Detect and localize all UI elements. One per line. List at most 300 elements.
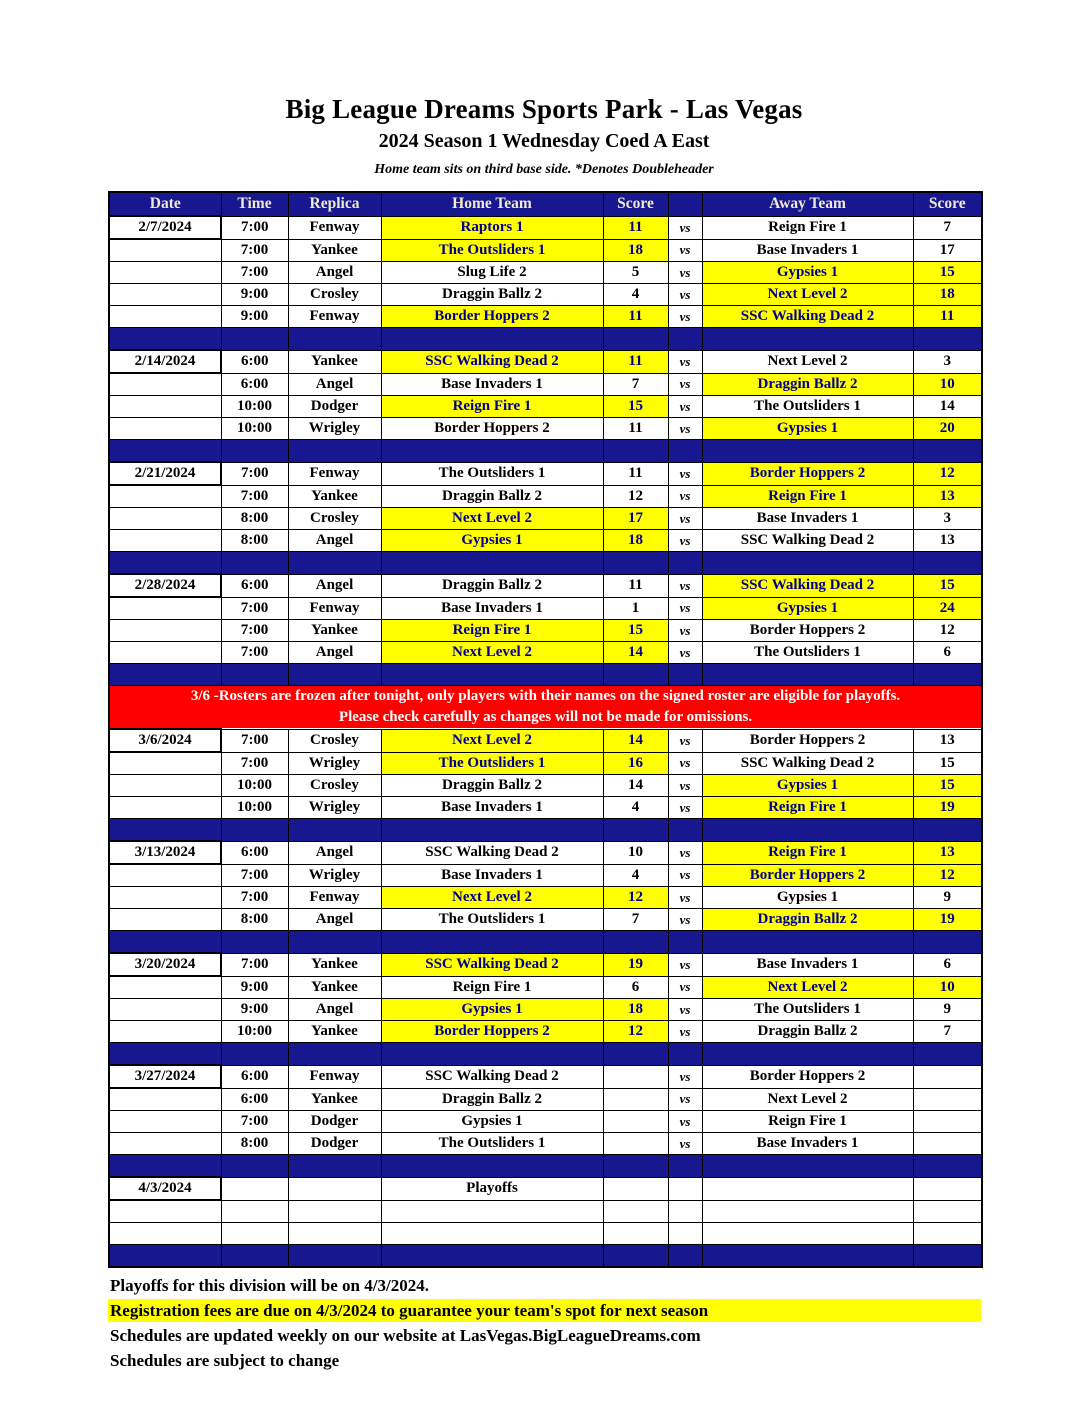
vs-cell: vs bbox=[668, 262, 702, 284]
separator-row bbox=[109, 1043, 982, 1066]
away-score-cell: 17 bbox=[913, 239, 982, 262]
game-row bbox=[109, 396, 982, 418]
game-row bbox=[109, 306, 982, 328]
away-score-cell bbox=[913, 1200, 982, 1223]
playoffs-row bbox=[109, 1177, 982, 1200]
away-team-cell: Next Level 2 bbox=[702, 284, 913, 306]
vs-cell: vs bbox=[668, 775, 702, 797]
separator-cell bbox=[381, 819, 603, 842]
away-score-cell: 20 bbox=[913, 418, 982, 440]
separator-cell bbox=[913, 1245, 982, 1268]
game-row bbox=[109, 284, 982, 306]
separator-cell bbox=[702, 328, 913, 351]
header-date: Date bbox=[109, 192, 221, 216]
away-score-cell: 13 bbox=[913, 729, 982, 752]
vs-cell: vs bbox=[668, 418, 702, 440]
separator-cell bbox=[288, 819, 381, 842]
home-score-cell: 15 bbox=[603, 620, 668, 642]
separator-cell bbox=[913, 1043, 982, 1066]
game-row bbox=[109, 1021, 982, 1043]
date-cell bbox=[109, 597, 221, 620]
away-score-cell: 14 bbox=[913, 396, 982, 418]
replica-cell: Fenway bbox=[288, 1065, 381, 1088]
time-cell: 7:00 bbox=[221, 262, 288, 284]
home-team-note: Home team sits on third base side. *Denotes Doubleheader bbox=[374, 162, 714, 177]
time-cell: 10:00 bbox=[221, 396, 288, 418]
away-team-cell: Border Hoppers 2 bbox=[702, 729, 913, 752]
replica-cell: Wrigley bbox=[288, 752, 381, 775]
away-score-cell: 12 bbox=[913, 462, 982, 485]
replica-cell: Angel bbox=[288, 574, 381, 597]
replica-cell: Crosley bbox=[288, 775, 381, 797]
replica-cell: Wrigley bbox=[288, 797, 381, 819]
date-cell: 3/13/2024 bbox=[109, 841, 221, 864]
away-score-cell: 6 bbox=[913, 642, 982, 664]
replica-cell: Angel bbox=[288, 373, 381, 396]
date-cell: 2/14/2024 bbox=[109, 350, 221, 373]
away-team-cell: Gypsies 1 bbox=[702, 775, 913, 797]
game-row bbox=[109, 887, 982, 909]
date-cell bbox=[109, 262, 221, 284]
vs-empty-cell bbox=[668, 1223, 702, 1245]
home-team-cell: Base Invaders 1 bbox=[381, 373, 603, 396]
separator-cell bbox=[668, 1155, 702, 1178]
separator-cell bbox=[109, 1155, 221, 1178]
table-header-row bbox=[109, 192, 982, 216]
home-team-cell: Gypsies 1 bbox=[381, 1111, 603, 1133]
away-team-cell: Base Invaders 1 bbox=[702, 239, 913, 262]
home-team-cell: Next Level 2 bbox=[381, 729, 603, 752]
separator-cell bbox=[702, 552, 913, 575]
separator-cell bbox=[221, 819, 288, 842]
away-team-cell: Base Invaders 1 bbox=[702, 1133, 913, 1155]
date-cell bbox=[109, 1088, 221, 1111]
time-cell: 8:00 bbox=[221, 530, 288, 552]
home-score-cell: 14 bbox=[603, 775, 668, 797]
away-team-cell: The Outsliders 1 bbox=[702, 642, 913, 664]
time-cell: 9:00 bbox=[221, 976, 288, 999]
replica-cell: Crosley bbox=[288, 508, 381, 530]
vs-empty-cell bbox=[668, 1200, 702, 1223]
replica-cell: Dodger bbox=[288, 396, 381, 418]
home-score-cell: 6 bbox=[603, 976, 668, 999]
replica-cell: Yankee bbox=[288, 620, 381, 642]
home-team-cell: Reign Fire 1 bbox=[381, 620, 603, 642]
date-cell bbox=[109, 396, 221, 418]
away-team-cell: Gypsies 1 bbox=[702, 597, 913, 620]
game-row bbox=[109, 574, 982, 597]
separator-cell bbox=[668, 440, 702, 463]
away-team-cell: Reign Fire 1 bbox=[702, 797, 913, 819]
replica-cell bbox=[288, 1177, 381, 1200]
home-score-cell: 4 bbox=[603, 284, 668, 306]
website-note: Schedules are updated weekly on our website at LasVegas.BigLeagueDreams.com bbox=[110, 1326, 701, 1345]
time-cell bbox=[221, 1200, 288, 1223]
game-row bbox=[109, 1065, 982, 1088]
separator-cell bbox=[109, 931, 221, 954]
date-cell: 4/3/2024 bbox=[109, 1177, 221, 1200]
game-row bbox=[109, 775, 982, 797]
away-score-cell: 24 bbox=[913, 597, 982, 620]
vs-cell: vs bbox=[668, 797, 702, 819]
date-cell bbox=[109, 620, 221, 642]
separator-cell bbox=[109, 328, 221, 351]
time-cell: 7:00 bbox=[221, 239, 288, 262]
away-score-cell: 10 bbox=[913, 373, 982, 396]
away-team-cell bbox=[702, 1223, 913, 1245]
date-cell bbox=[109, 1223, 221, 1245]
time-cell: 9:00 bbox=[221, 284, 288, 306]
home-team-cell: Slug Life 2 bbox=[381, 262, 603, 284]
time-cell bbox=[221, 1223, 288, 1245]
home-score-cell: 16 bbox=[603, 752, 668, 775]
separator-cell bbox=[668, 931, 702, 954]
away-team-cell: SSC Walking Dead 2 bbox=[702, 752, 913, 775]
game-row bbox=[109, 350, 982, 373]
separator-cell bbox=[668, 664, 702, 686]
replica-cell: Fenway bbox=[288, 216, 381, 239]
separator-cell bbox=[702, 931, 913, 954]
playoffs-note: Playoffs for this division will be on 4/3/2024. bbox=[110, 1276, 429, 1295]
vs-cell: vs bbox=[668, 976, 702, 999]
away-team-cell: SSC Walking Dead 2 bbox=[702, 530, 913, 552]
separator-cell bbox=[381, 328, 603, 351]
time-cell: 8:00 bbox=[221, 909, 288, 931]
separator-row bbox=[109, 1245, 982, 1268]
home-team-cell: The Outsliders 1 bbox=[381, 462, 603, 485]
game-row bbox=[109, 1133, 982, 1155]
replica-cell: Yankee bbox=[288, 1021, 381, 1043]
away-score-cell: 15 bbox=[913, 574, 982, 597]
away-team-cell: Border Hoppers 2 bbox=[702, 620, 913, 642]
separator-cell bbox=[288, 931, 381, 954]
home-team-cell: Base Invaders 1 bbox=[381, 797, 603, 819]
game-row bbox=[109, 642, 982, 664]
separator-cell bbox=[288, 1043, 381, 1066]
separator-cell bbox=[702, 440, 913, 463]
away-team-cell: Next Level 2 bbox=[702, 1088, 913, 1111]
vs-cell: vs bbox=[668, 239, 702, 262]
home-score-cell: 19 bbox=[603, 953, 668, 976]
time-cell: 6:00 bbox=[221, 841, 288, 864]
vs-cell: vs bbox=[668, 1133, 702, 1155]
home-score-cell bbox=[603, 1065, 668, 1088]
replica-cell: Yankee bbox=[288, 485, 381, 508]
replica-cell: Angel bbox=[288, 642, 381, 664]
vs-cell: vs bbox=[668, 530, 702, 552]
home-score-cell: 11 bbox=[603, 418, 668, 440]
home-score-cell bbox=[603, 1133, 668, 1155]
away-team-cell: Next Level 2 bbox=[702, 350, 913, 373]
separator-cell bbox=[668, 819, 702, 842]
separator-cell bbox=[288, 328, 381, 351]
home-team-cell: Border Hoppers 2 bbox=[381, 418, 603, 440]
time-cell: 7:00 bbox=[221, 729, 288, 752]
away-team-cell: Gypsies 1 bbox=[702, 418, 913, 440]
separator-cell bbox=[702, 1155, 913, 1178]
away-score-cell: 12 bbox=[913, 620, 982, 642]
separator-cell bbox=[913, 1155, 982, 1178]
header-replica: Replica bbox=[288, 192, 381, 216]
vs-cell: vs bbox=[668, 462, 702, 485]
away-team-cell: Border Hoppers 2 bbox=[702, 462, 913, 485]
home-score-cell: 11 bbox=[603, 350, 668, 373]
separator-cell bbox=[288, 440, 381, 463]
separator-cell bbox=[221, 552, 288, 575]
away-team-cell: Reign Fire 1 bbox=[702, 216, 913, 239]
away-team-cell: Gypsies 1 bbox=[702, 887, 913, 909]
registration-note: Registration fees are due on 4/3/2024 to guarantee your team's spot for next season bbox=[108, 1299, 981, 1322]
vs-cell: vs bbox=[668, 284, 702, 306]
game-row bbox=[109, 909, 982, 931]
vs-cell: vs bbox=[668, 909, 702, 931]
separator-cell bbox=[221, 931, 288, 954]
replica-cell: Crosley bbox=[288, 729, 381, 752]
header-away-score: Score bbox=[913, 192, 982, 216]
away-team-cell: SSC Walking Dead 2 bbox=[702, 574, 913, 597]
away-team-cell: Draggin Ballz 2 bbox=[702, 1021, 913, 1043]
separator-cell bbox=[603, 328, 668, 351]
home-score-cell: 4 bbox=[603, 864, 668, 887]
header-home-score: Score bbox=[603, 192, 668, 216]
game-row bbox=[109, 239, 982, 262]
away-score-cell: 7 bbox=[913, 216, 982, 239]
game-row bbox=[109, 841, 982, 864]
game-row bbox=[109, 462, 982, 485]
home-score-cell bbox=[603, 1200, 668, 1223]
home-team-cell: Gypsies 1 bbox=[381, 530, 603, 552]
replica-cell: Wrigley bbox=[288, 864, 381, 887]
vs-cell: vs bbox=[668, 1088, 702, 1111]
home-team-cell: Next Level 2 bbox=[381, 642, 603, 664]
roster-banner-cell bbox=[109, 686, 982, 730]
header-home-team: Home Team bbox=[381, 192, 603, 216]
away-score-cell: 6 bbox=[913, 953, 982, 976]
separator-cell bbox=[288, 552, 381, 575]
date-cell bbox=[109, 306, 221, 328]
time-cell: 7:00 bbox=[221, 1111, 288, 1133]
separator-cell bbox=[603, 1155, 668, 1178]
time-cell: 6:00 bbox=[221, 373, 288, 396]
game-row bbox=[109, 999, 982, 1021]
game-row bbox=[109, 1088, 982, 1111]
home-team-cell: Draggin Ballz 2 bbox=[381, 574, 603, 597]
separator-cell bbox=[913, 440, 982, 463]
separator-cell bbox=[221, 1043, 288, 1066]
home-score-cell: 1 bbox=[603, 597, 668, 620]
replica-cell: Crosley bbox=[288, 284, 381, 306]
vs-cell: vs bbox=[668, 373, 702, 396]
home-team-cell: Next Level 2 bbox=[381, 887, 603, 909]
vs-cell: vs bbox=[668, 350, 702, 373]
date-cell: 2/21/2024 bbox=[109, 462, 221, 485]
vs-empty-cell bbox=[668, 1177, 702, 1200]
separator-cell bbox=[109, 1043, 221, 1066]
home-score-cell: 7 bbox=[603, 909, 668, 931]
away-score-cell: 15 bbox=[913, 262, 982, 284]
time-cell bbox=[221, 1177, 288, 1200]
date-cell bbox=[109, 1133, 221, 1155]
home-team-cell: Draggin Ballz 2 bbox=[381, 485, 603, 508]
time-cell: 7:00 bbox=[221, 216, 288, 239]
time-cell: 6:00 bbox=[221, 574, 288, 597]
replica-cell: Angel bbox=[288, 909, 381, 931]
away-score-cell: 13 bbox=[913, 841, 982, 864]
vs-cell: vs bbox=[668, 620, 702, 642]
separator-cell bbox=[913, 664, 982, 686]
schedule-table bbox=[108, 191, 983, 1268]
away-score-cell: 15 bbox=[913, 752, 982, 775]
date-cell bbox=[109, 775, 221, 797]
away-team-cell: The Outsliders 1 bbox=[702, 999, 913, 1021]
separator-cell bbox=[381, 440, 603, 463]
replica-cell: Angel bbox=[288, 999, 381, 1021]
replica-cell: Fenway bbox=[288, 887, 381, 909]
home-team-cell: Next Level 2 bbox=[381, 508, 603, 530]
separator-cell bbox=[603, 664, 668, 686]
separator-cell bbox=[221, 1155, 288, 1178]
separator-cell bbox=[603, 819, 668, 842]
away-score-cell: 15 bbox=[913, 775, 982, 797]
home-score-cell bbox=[603, 1223, 668, 1245]
roster-banner-line1: 3/6 -Rosters are frozen after tonight, only players with their names on the signed roster are eligible for playoffs. bbox=[190, 688, 901, 704]
time-cell: 7:00 bbox=[221, 597, 288, 620]
game-row bbox=[109, 864, 982, 887]
game-row bbox=[109, 418, 982, 440]
game-row bbox=[109, 752, 982, 775]
separator-cell bbox=[221, 328, 288, 351]
game-row bbox=[109, 597, 982, 620]
vs-cell: vs bbox=[668, 597, 702, 620]
away-score-cell: 3 bbox=[913, 350, 982, 373]
replica-cell: Yankee bbox=[288, 976, 381, 999]
separator-cell bbox=[288, 664, 381, 686]
date-cell bbox=[109, 508, 221, 530]
date-cell: 3/20/2024 bbox=[109, 953, 221, 976]
header-vs-spacer bbox=[668, 192, 702, 216]
vs-cell: vs bbox=[668, 953, 702, 976]
home-team-cell: SSC Walking Dead 2 bbox=[381, 350, 603, 373]
time-cell: 7:00 bbox=[221, 752, 288, 775]
vs-cell: vs bbox=[668, 1065, 702, 1088]
vs-cell: vs bbox=[668, 864, 702, 887]
away-score-cell: 18 bbox=[913, 284, 982, 306]
separator-cell bbox=[288, 1155, 381, 1178]
separator-cell bbox=[109, 440, 221, 463]
separator-cell bbox=[381, 1155, 603, 1178]
date-cell bbox=[109, 864, 221, 887]
date-cell bbox=[109, 887, 221, 909]
replica-cell bbox=[288, 1200, 381, 1223]
replica-cell: Yankee bbox=[288, 350, 381, 373]
home-team-cell: Reign Fire 1 bbox=[381, 396, 603, 418]
separator-row bbox=[109, 1155, 982, 1178]
separator-cell bbox=[668, 552, 702, 575]
separator-cell bbox=[221, 664, 288, 686]
home-score-cell: 17 bbox=[603, 508, 668, 530]
game-row bbox=[109, 729, 982, 752]
home-team-cell bbox=[381, 1223, 603, 1245]
home-team-cell: The Outsliders 1 bbox=[381, 909, 603, 931]
home-team-cell: The Outsliders 1 bbox=[381, 239, 603, 262]
home-score-cell: 7 bbox=[603, 373, 668, 396]
home-team-cell: Base Invaders 1 bbox=[381, 597, 603, 620]
home-team-cell: SSC Walking Dead 2 bbox=[381, 953, 603, 976]
date-cell bbox=[109, 530, 221, 552]
time-cell: 6:00 bbox=[221, 1088, 288, 1111]
home-score-cell bbox=[603, 1088, 668, 1111]
date-cell bbox=[109, 909, 221, 931]
date-cell bbox=[109, 373, 221, 396]
away-score-cell: 10 bbox=[913, 976, 982, 999]
vs-cell: vs bbox=[668, 642, 702, 664]
document-header bbox=[0, 0, 1088, 178]
separator-cell bbox=[913, 819, 982, 842]
home-score-cell: 18 bbox=[603, 239, 668, 262]
separator-cell bbox=[603, 1245, 668, 1268]
home-score-cell: 12 bbox=[603, 1021, 668, 1043]
away-score-cell bbox=[913, 1088, 982, 1111]
home-score-cell: 11 bbox=[603, 462, 668, 485]
replica-cell: Yankee bbox=[288, 953, 381, 976]
time-cell: 7:00 bbox=[221, 642, 288, 664]
home-score-cell: 12 bbox=[603, 887, 668, 909]
time-cell: 6:00 bbox=[221, 350, 288, 373]
away-team-cell: Draggin Ballz 2 bbox=[702, 373, 913, 396]
date-cell bbox=[109, 485, 221, 508]
away-team-cell bbox=[702, 1200, 913, 1223]
game-row bbox=[109, 1111, 982, 1133]
away-score-cell: 3 bbox=[913, 508, 982, 530]
away-team-cell: Base Invaders 1 bbox=[702, 953, 913, 976]
home-score-cell: 18 bbox=[603, 999, 668, 1021]
date-cell: 2/7/2024 bbox=[109, 216, 221, 239]
separator-cell bbox=[913, 328, 982, 351]
time-cell: 8:00 bbox=[221, 508, 288, 530]
home-score-cell: 11 bbox=[603, 574, 668, 597]
date-cell bbox=[109, 1111, 221, 1133]
time-cell: 9:00 bbox=[221, 999, 288, 1021]
replica-cell bbox=[288, 1223, 381, 1245]
away-team-cell: The Outsliders 1 bbox=[702, 396, 913, 418]
away-team-cell: Border Hoppers 2 bbox=[702, 1065, 913, 1088]
vs-cell: vs bbox=[668, 1111, 702, 1133]
game-row bbox=[109, 953, 982, 976]
away-score-cell: 13 bbox=[913, 530, 982, 552]
home-team-cell: Border Hoppers 2 bbox=[381, 1021, 603, 1043]
time-cell: 10:00 bbox=[221, 775, 288, 797]
home-team-cell: Reign Fire 1 bbox=[381, 976, 603, 999]
home-score-cell bbox=[603, 1177, 668, 1200]
playoffs-label-cell: Playoffs bbox=[381, 1177, 603, 1200]
separator-cell bbox=[668, 1245, 702, 1268]
separator-row bbox=[109, 552, 982, 575]
vs-cell: vs bbox=[668, 216, 702, 239]
roster-banner-line2: Please check carefully as changes will not be made for omissions. bbox=[338, 709, 753, 725]
separator-cell bbox=[221, 1245, 288, 1268]
away-score-cell: 13 bbox=[913, 485, 982, 508]
home-team-cell: Base Invaders 1 bbox=[381, 864, 603, 887]
date-cell bbox=[109, 797, 221, 819]
away-team-cell: Reign Fire 1 bbox=[702, 485, 913, 508]
replica-cell: Yankee bbox=[288, 1088, 381, 1111]
replica-cell: Dodger bbox=[288, 1111, 381, 1133]
vs-cell: vs bbox=[668, 1021, 702, 1043]
game-row bbox=[109, 620, 982, 642]
vs-cell: vs bbox=[668, 574, 702, 597]
away-team-cell: SSC Walking Dead 2 bbox=[702, 306, 913, 328]
away-score-cell: 9 bbox=[913, 999, 982, 1021]
